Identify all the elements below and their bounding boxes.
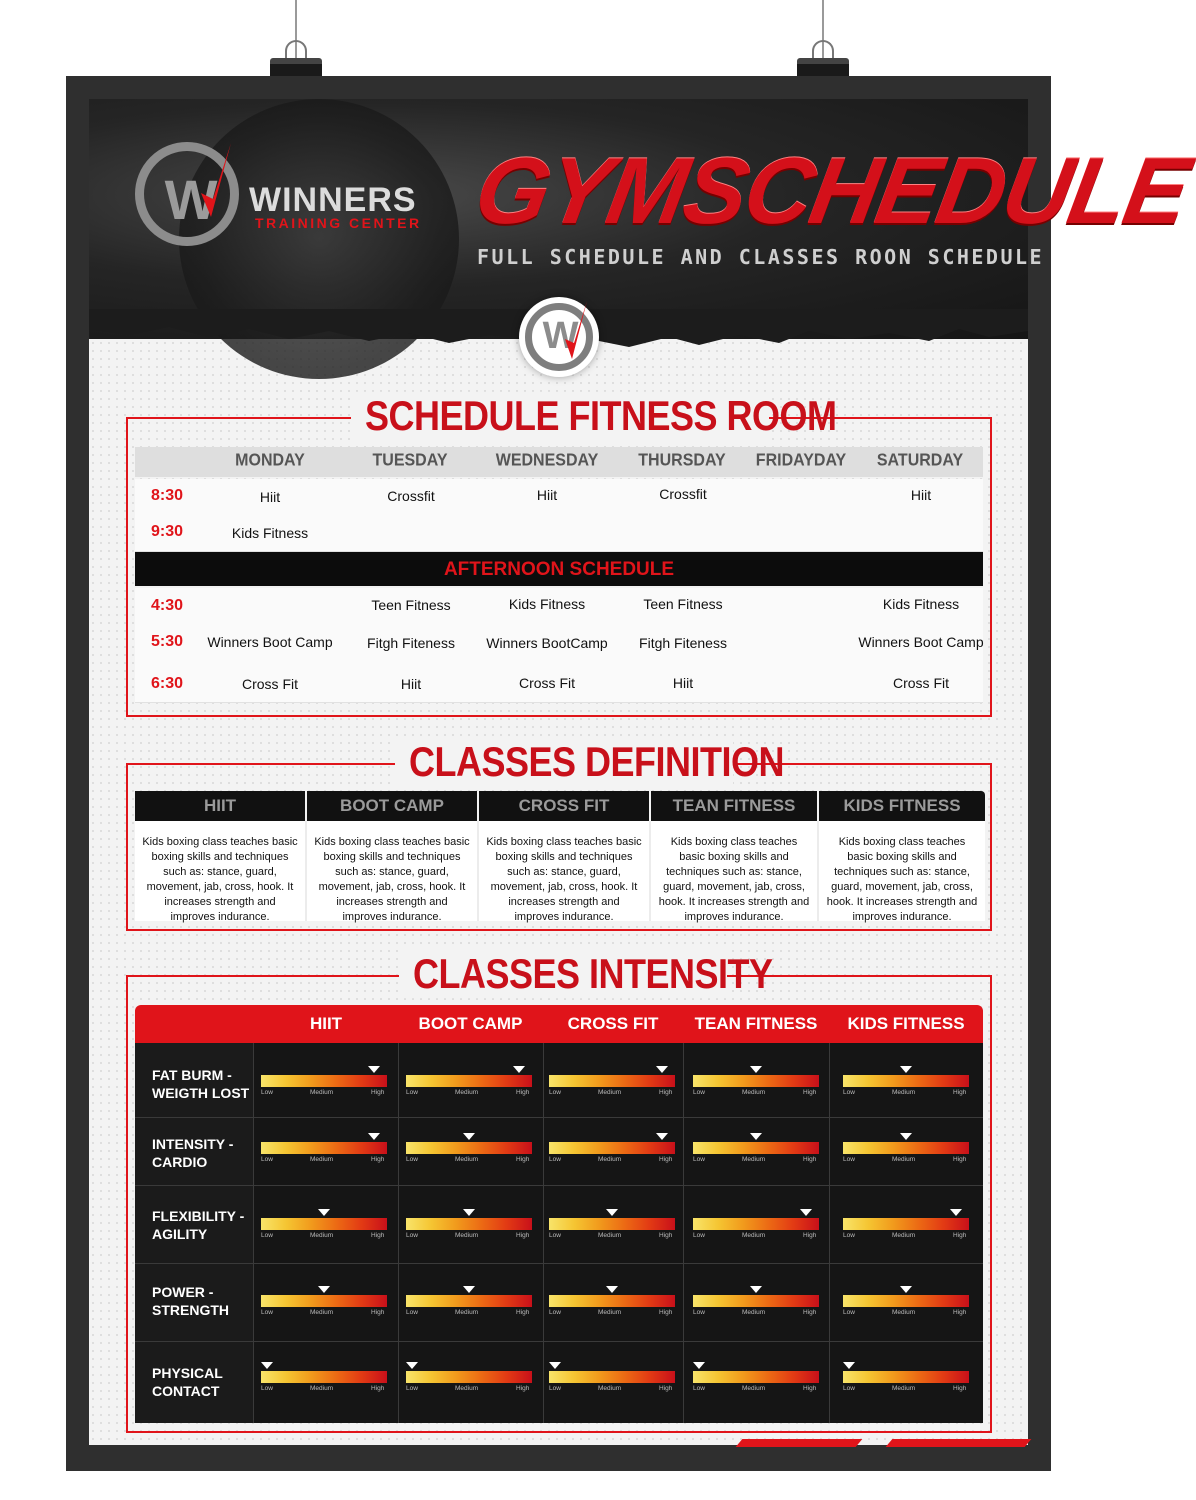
scale-label-medium: Medium	[455, 1089, 479, 1096]
intensity-row-label: INTENSITY - CARDIO	[152, 1136, 234, 1170]
intensity-bar	[261, 1075, 387, 1087]
intensity-bar	[693, 1218, 819, 1230]
intensity-bar	[693, 1295, 819, 1307]
scale-label-high: High	[659, 1089, 673, 1096]
scale-label-low: Low	[693, 1385, 705, 1392]
scale-label-high: High	[516, 1089, 530, 1096]
scale-label-medium: Medium	[742, 1232, 766, 1239]
intensity-bar	[549, 1142, 675, 1154]
intensity-bar	[261, 1371, 387, 1383]
class-cell: Hiit	[910, 487, 932, 503]
day-wednesday: WEDNESDAY	[495, 451, 599, 470]
intensity-bar	[261, 1295, 387, 1307]
afternoon-banner	[135, 552, 983, 586]
scale-label-medium: Medium	[310, 1156, 334, 1163]
intensity-marker-icon	[656, 1066, 668, 1073]
scale-label-high: High	[953, 1089, 967, 1096]
scale-label-medium: Medium	[598, 1309, 622, 1316]
checkmark-icon	[199, 141, 233, 221]
scale-label-low: Low	[261, 1309, 273, 1316]
intensity-marker-icon	[318, 1209, 330, 1216]
row-divider	[135, 1263, 983, 1264]
class-cell: Hiit	[400, 676, 422, 692]
class-cell: Hiit	[259, 489, 281, 505]
scale-label-medium: Medium	[742, 1089, 766, 1096]
class-cell: Hiit	[672, 675, 694, 691]
intensity-marker-icon	[843, 1362, 855, 1369]
scale-label-high: High	[371, 1089, 385, 1096]
time-slot: 8:30	[151, 487, 184, 504]
class-cell: Winners Boot Camp	[858, 634, 984, 650]
center-logo: W	[519, 297, 599, 377]
row-divider	[135, 1341, 983, 1342]
scale-label-medium: Medium	[892, 1385, 916, 1392]
scale-label-high: High	[371, 1385, 385, 1392]
column-divider	[683, 1043, 684, 1423]
decor-stripe	[736, 1439, 863, 1447]
definition-header-kids-fitness: KIDS FITNESS	[819, 791, 985, 821]
scale-label-medium: Medium	[598, 1156, 622, 1163]
scale-label-medium: Medium	[455, 1385, 479, 1392]
intensity-marker-icon	[750, 1066, 762, 1073]
scale-label-high: High	[659, 1385, 673, 1392]
intensity-bar	[843, 1075, 969, 1087]
intensity-col-tean-fitness: TEAN FITNESS	[694, 1014, 818, 1033]
scale-label-low: Low	[843, 1385, 855, 1392]
scale-label-medium: Medium	[892, 1156, 916, 1163]
intensity-bar	[843, 1371, 969, 1383]
scale-label-high: High	[803, 1385, 817, 1392]
scale-label-low: Low	[549, 1089, 561, 1096]
intensity-title: CLASSES INTENSITY	[399, 950, 727, 998]
scale-label-high: High	[516, 1309, 530, 1316]
class-cell: Winners Boot Camp	[207, 634, 333, 650]
scale-label-high: High	[516, 1385, 530, 1392]
row-divider	[135, 1117, 983, 1118]
intensity-bar	[406, 1218, 532, 1230]
intensity-bar	[406, 1371, 532, 1383]
scale-label-low: Low	[693, 1156, 705, 1163]
intensity-col-boot-camp: BOOT CAMP	[418, 1014, 523, 1033]
scale-label-low: Low	[693, 1309, 705, 1316]
intensity-bar	[693, 1371, 819, 1383]
scale-label-medium: Medium	[455, 1156, 479, 1163]
scale-label-medium: Medium	[310, 1309, 334, 1316]
scale-label-low: Low	[406, 1232, 418, 1239]
scale-label-low: Low	[261, 1385, 273, 1392]
day-thursday: THURSDAY	[638, 451, 726, 470]
brand-logo-letter: W	[164, 168, 214, 231]
class-cell: Hiit	[536, 487, 558, 503]
definition-header-boot-camp: BOOT CAMP	[307, 791, 479, 821]
intensity-marker-icon	[406, 1362, 418, 1369]
page-subtitle: FULL SCHEDULE AND CLASSES ROON SCHEDULE	[477, 245, 1045, 269]
intensity-marker-icon	[800, 1209, 812, 1216]
scale-label-low: Low	[406, 1309, 418, 1316]
scale-label-medium: Medium	[310, 1232, 334, 1239]
scale-label-low: Low	[406, 1089, 418, 1096]
time-slot: 4:30	[151, 597, 184, 614]
column-divider	[253, 1043, 254, 1423]
checkmark-icon	[563, 299, 589, 361]
intensity-marker-icon	[950, 1209, 962, 1216]
intensity-col-hiit: HIIT	[309, 1014, 343, 1033]
definition-header-hiit: HIIT	[135, 791, 307, 821]
definition-text: Kids boxing class teaches basic boxing skills and techniques such as: stance, guard, movement, jab, cross, hook. It increases strength and improves indurance.	[819, 821, 985, 921]
intensity-marker-icon	[750, 1286, 762, 1293]
scale-label-high: High	[659, 1309, 673, 1316]
intensity-row-label: FAT BURM - WEIGTH LOST	[152, 1067, 250, 1101]
definition-text: Kids boxing class teaches basic boxing skills and techniques such as: stance, guard, movement, jab, cross, hook. It increases strength and improves indurance.	[307, 821, 479, 921]
scale-label-low: Low	[406, 1385, 418, 1392]
scale-label-low: Low	[843, 1232, 855, 1239]
class-cell: Crossfit	[659, 486, 707, 502]
intensity-bar	[261, 1218, 387, 1230]
class-cell: Kids Fitness	[508, 596, 586, 612]
day-tuesday: TUESDAY	[372, 451, 448, 470]
intensity-marker-icon	[606, 1286, 618, 1293]
intensity-bar	[406, 1295, 532, 1307]
intensity-marker-icon	[900, 1133, 912, 1140]
scale-label-medium: Medium	[742, 1385, 766, 1392]
intensity-marker-icon	[900, 1066, 912, 1073]
intensity-row-label: PHYSICAL CONTACT	[152, 1365, 223, 1399]
intensity-marker-icon	[549, 1362, 561, 1369]
scale-label-low: Low	[549, 1385, 561, 1392]
scale-label-high: High	[953, 1156, 967, 1163]
intensity-col-cross-fit: CROSS FIT	[567, 1014, 659, 1033]
row-divider	[135, 1185, 983, 1186]
intensity-marker-icon	[656, 1133, 668, 1140]
definition-header-cross-fit: CROSS FIT	[479, 791, 651, 821]
class-cell: Teen Fitness	[371, 597, 451, 613]
scale-label-high: High	[803, 1156, 817, 1163]
day-saturday: SATURDAY	[876, 451, 964, 470]
scale-label-low: Low	[261, 1089, 273, 1096]
intensity-bar	[693, 1075, 819, 1087]
intensity-marker-icon	[261, 1362, 273, 1369]
intensity-marker-icon	[368, 1066, 380, 1073]
schedule-title: SCHEDULE FITNESS ROOM	[351, 392, 769, 440]
scale-label-high: High	[953, 1385, 967, 1392]
scale-label-medium: Medium	[598, 1232, 622, 1239]
intensity-bar	[549, 1218, 675, 1230]
intensity-marker-icon	[463, 1209, 475, 1216]
time-slot: 6:30	[151, 675, 184, 692]
scale-label-medium: Medium	[310, 1385, 334, 1392]
definition-header-tean-fitness: TEAN FITNESS	[651, 791, 819, 821]
scale-label-high: High	[803, 1089, 817, 1096]
class-cell: Kids Fitness	[231, 525, 309, 541]
class-cell: Fitgh Fiteness	[639, 635, 727, 651]
scale-label-medium: Medium	[455, 1309, 479, 1316]
time-slot: 9:30	[151, 523, 184, 540]
scale-label-high: High	[953, 1309, 967, 1316]
scale-label-low: Low	[261, 1156, 273, 1163]
intensity-marker-icon	[606, 1209, 618, 1216]
scale-label-low: Low	[843, 1309, 855, 1316]
scale-label-low: Low	[693, 1089, 705, 1096]
scale-label-low: Low	[549, 1232, 561, 1239]
intensity-bar	[549, 1295, 675, 1307]
scale-label-medium: Medium	[310, 1089, 334, 1096]
scale-label-high: High	[953, 1232, 967, 1239]
class-cell: Fitgh Fiteness	[367, 635, 455, 651]
day-monday: MONDAY	[235, 451, 305, 470]
scale-label-medium: Medium	[892, 1089, 916, 1096]
scale-label-medium: Medium	[742, 1309, 766, 1316]
column-divider	[829, 1043, 830, 1423]
scale-label-high: High	[803, 1309, 817, 1316]
scale-label-low: Low	[549, 1309, 561, 1316]
scale-label-high: High	[516, 1232, 530, 1239]
brand-subtitle: TRAINING CENTER	[255, 215, 422, 231]
scale-label-high: High	[371, 1156, 385, 1163]
intensity-row-label: FLEXIBILITY - AGILITY	[152, 1208, 245, 1242]
scale-label-high: High	[659, 1156, 673, 1163]
intensity-marker-icon	[368, 1133, 380, 1140]
class-cell: Cross Fit	[893, 675, 949, 691]
definition-text: Kids boxing class teaches basic boxing skills and techniques such as: stance, guard, movement, jab, cross, hook. It increases strength and improves indurance.	[135, 821, 307, 921]
scale-label-medium: Medium	[892, 1309, 916, 1316]
intensity-bar	[549, 1075, 675, 1087]
intensity-marker-icon	[693, 1362, 705, 1369]
class-cell: Teen Fitness	[643, 596, 723, 612]
scale-label-high: High	[803, 1232, 817, 1239]
afternoon-label: AFTERNOON SCHEDULE	[443, 559, 675, 580]
intensity-marker-icon	[513, 1066, 525, 1073]
intensity-marker-icon	[463, 1286, 475, 1293]
intensity-bar	[406, 1075, 532, 1087]
definitions-title: CLASSES DEFINITION	[395, 738, 733, 786]
scale-label-medium: Medium	[598, 1089, 622, 1096]
day-friday: FRIDAYDAY	[755, 451, 847, 470]
intensity-bar	[693, 1142, 819, 1154]
intensity-bar	[261, 1142, 387, 1154]
class-cell: Kids Fitness	[882, 596, 960, 612]
intensity-bar	[843, 1295, 969, 1307]
scale-label-low: Low	[843, 1156, 855, 1163]
page-title: GYMSCHEDULE	[467, 138, 1196, 243]
intensity-bar	[843, 1218, 969, 1230]
scale-label-low: Low	[261, 1232, 273, 1239]
scale-label-high: High	[659, 1232, 673, 1239]
column-divider	[543, 1043, 544, 1423]
definition-text: Kids boxing class teaches basic boxing skills and techniques such as: stance, guard, movement, jab, cross, hook. It increases strength and improves indurance.	[479, 821, 651, 921]
scale-label-low: Low	[406, 1156, 418, 1163]
decor-stripe	[886, 1439, 1032, 1447]
intensity-bar	[549, 1371, 675, 1383]
scale-label-high: High	[371, 1232, 385, 1239]
scale-label-medium: Medium	[598, 1385, 622, 1392]
class-cell: Cross Fit	[519, 675, 575, 691]
class-cell: Winners BootCamp	[486, 635, 608, 651]
intensity-bar	[406, 1142, 532, 1154]
scale-label-medium: Medium	[455, 1232, 479, 1239]
scale-label-low: Low	[549, 1156, 561, 1163]
intensity-row-label: POWER - STRENGTH	[152, 1284, 229, 1318]
intensity-bar	[843, 1142, 969, 1154]
class-cell: Cross Fit	[242, 676, 298, 692]
column-divider	[398, 1043, 399, 1423]
intensity-col-kids-fitness: KIDS FITNESS	[847, 1014, 965, 1033]
brand-name: WINNERS	[249, 181, 417, 219]
class-cell: Crossfit	[387, 488, 435, 504]
time-slot: 5:30	[151, 633, 184, 650]
scale-label-low: Low	[693, 1232, 705, 1239]
scale-label-low: Low	[843, 1089, 855, 1096]
intensity-marker-icon	[900, 1286, 912, 1293]
scale-label-medium: Medium	[892, 1232, 916, 1239]
intensity-marker-icon	[750, 1133, 762, 1140]
definition-text: Kids boxing class teaches basic boxing skills and techniques such as: stance, guard, movement, jab, cross, hook. It increases strength and improves indurance.	[651, 821, 819, 921]
intensity-marker-icon	[318, 1286, 330, 1293]
scale-label-high: High	[371, 1309, 385, 1316]
scale-label-medium: Medium	[742, 1156, 766, 1163]
poster	[89, 99, 1196, 1445]
scale-label-high: High	[516, 1156, 530, 1163]
intensity-marker-icon	[463, 1133, 475, 1140]
